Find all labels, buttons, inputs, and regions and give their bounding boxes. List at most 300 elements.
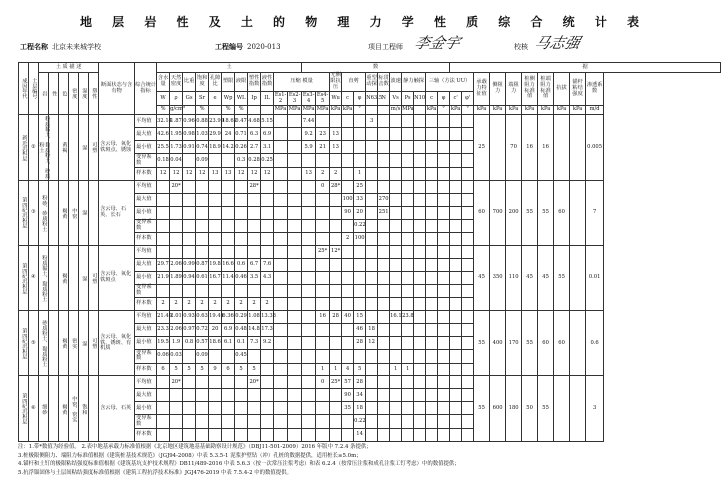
layer-density: 密实	[69, 311, 79, 376]
data-cell	[402, 376, 414, 389]
data-cell	[274, 206, 288, 219]
header-unit: %	[222, 105, 235, 115]
data-cell: 5	[183, 363, 196, 376]
stat-label: 平均值	[135, 115, 157, 128]
data-cell	[426, 141, 438, 154]
header-unit: kPa	[490, 105, 506, 115]
data-cell	[157, 415, 170, 428]
data-cell	[390, 245, 402, 258]
data-cell	[157, 206, 170, 219]
data-cell	[302, 350, 316, 363]
data-cell	[402, 428, 414, 441]
header-desc: 湿度	[79, 72, 89, 115]
data-cell	[438, 389, 450, 402]
data-cell	[450, 115, 462, 128]
data-cell	[342, 298, 354, 311]
data-cell	[342, 115, 354, 128]
data-cell: 0.8	[183, 337, 196, 350]
data-cell	[330, 415, 342, 428]
data-cell	[426, 193, 438, 206]
data-cell: 25*	[330, 376, 342, 389]
data-cell	[402, 154, 414, 167]
data-cell	[402, 180, 414, 193]
data-cell	[390, 258, 402, 271]
data-cell	[366, 298, 378, 311]
layer-color: 褐黄	[59, 245, 69, 310]
bearing-qsa: 60	[554, 180, 570, 245]
data-cell	[462, 389, 474, 402]
data-cell: 0.97	[183, 324, 196, 337]
data-cell	[248, 206, 261, 219]
data-cell	[330, 206, 342, 219]
statistics-table	[18, 62, 721, 442]
data-cell	[402, 219, 414, 232]
data-cell	[366, 284, 378, 297]
data-cell: 6	[157, 363, 170, 376]
data-cell: 5.9	[302, 141, 316, 154]
data-cell	[390, 167, 402, 180]
data-cell	[378, 154, 390, 167]
bearing-qsk	[490, 115, 506, 180]
layer-age: 新近沉积层	[19, 115, 29, 180]
data-cell	[342, 141, 354, 154]
data-cell	[196, 180, 209, 193]
data-cell	[426, 271, 438, 284]
data-cell	[366, 415, 378, 428]
data-cell	[302, 180, 316, 193]
stat-label: 变异系数	[135, 219, 157, 232]
data-cell	[450, 284, 462, 297]
data-cell: 12	[183, 167, 196, 180]
data-cell: 32.14	[157, 115, 170, 128]
data-cell	[274, 154, 288, 167]
data-cell: 18.9	[209, 141, 222, 154]
data-cell: 0.61	[196, 271, 209, 284]
header-prop: 端阻力	[506, 72, 522, 105]
header-prop: 桩端阻力标准值	[538, 72, 554, 105]
data-cell: 23.99	[209, 115, 222, 128]
header-unit: MPa	[316, 105, 330, 115]
bearing-qp: 60	[538, 311, 554, 376]
data-cell	[316, 428, 330, 441]
data-cell	[288, 311, 302, 324]
data-cell: 23.3	[157, 324, 170, 337]
header-unit: °	[462, 105, 474, 115]
data-cell: 16.6	[222, 258, 235, 271]
data-cell	[438, 284, 450, 297]
data-cell	[302, 324, 316, 337]
data-cell: 2.06	[170, 258, 183, 271]
data-cell	[274, 428, 288, 441]
data-cell	[196, 193, 209, 206]
data-cell	[414, 271, 426, 284]
header-symbol: φ	[354, 92, 366, 105]
data-cell	[316, 193, 330, 206]
data-cell: 1	[390, 363, 402, 376]
data-cell	[235, 415, 248, 428]
data-cell	[209, 180, 222, 193]
data-cell: 12	[157, 167, 170, 180]
data-cell	[462, 298, 474, 311]
header-unit: kPa	[450, 105, 462, 115]
data-cell	[342, 128, 354, 141]
header-unit: MPa	[402, 105, 414, 115]
data-cell: 28	[354, 337, 366, 350]
data-cell: 21	[316, 141, 330, 154]
layer-moisture: 湿	[79, 180, 89, 245]
data-cell: 57	[342, 376, 354, 389]
data-cell	[183, 233, 196, 246]
data-cell: 12	[196, 167, 209, 180]
layer-plasticity	[89, 180, 99, 245]
data-cell	[209, 415, 222, 428]
data-cell	[261, 376, 274, 389]
data-cell	[288, 389, 302, 402]
layer-color: 褐黄	[59, 311, 69, 376]
stat-label: 最小值	[135, 402, 157, 415]
header-layer: 土层编号	[29, 63, 39, 115]
data-cell: 2	[330, 167, 342, 180]
data-cell	[414, 324, 426, 337]
header-prop: 含水量	[157, 72, 170, 92]
data-cell	[378, 284, 390, 297]
data-cell	[366, 180, 378, 193]
project-number: 工程编号 2020-013	[215, 42, 281, 51]
data-cell	[426, 350, 438, 363]
data-cell	[274, 258, 288, 271]
data-cell	[426, 402, 438, 415]
layer-density: 中密	[69, 180, 79, 245]
stat-label: 平均值	[135, 376, 157, 389]
data-cell: 12*	[330, 245, 342, 258]
header-prop: 比重	[183, 72, 196, 92]
notes	[18, 443, 723, 477]
data-cell	[261, 180, 274, 193]
data-cell	[366, 245, 378, 258]
data-cell	[209, 428, 222, 441]
data-cell	[378, 311, 390, 324]
table-row	[19, 245, 721, 258]
header-unit: MPa	[302, 105, 316, 115]
data-cell: 2	[209, 298, 222, 311]
data-cell	[402, 206, 414, 219]
data-cell	[288, 363, 302, 376]
layer-moisture: 湿	[79, 245, 89, 310]
data-cell: 0.48	[235, 324, 248, 337]
data-cell	[235, 219, 248, 232]
data-cell	[402, 193, 414, 206]
data-cell	[342, 415, 354, 428]
bearing-qsa: 60	[554, 311, 570, 376]
data-cell	[462, 363, 474, 376]
data-cell	[316, 402, 330, 415]
data-cell: 25*	[316, 245, 330, 258]
header-prop: 塑性指数	[248, 72, 261, 92]
data-cell	[450, 363, 462, 376]
data-cell	[438, 180, 450, 193]
data-cell	[274, 180, 288, 193]
data-cell	[378, 350, 390, 363]
data-cell: 1.08	[248, 311, 261, 324]
data-cell	[183, 206, 196, 219]
bearing-qpk: 170	[506, 311, 522, 376]
bearing-qp: 55	[538, 180, 554, 245]
data-cell	[390, 284, 402, 297]
data-cell	[390, 402, 402, 415]
layer-color: 褐黄	[59, 180, 69, 245]
data-cell	[438, 415, 450, 428]
data-cell: 5	[235, 363, 248, 376]
header-symbol: Es4-5	[316, 91, 329, 104]
layer-plasticity	[89, 376, 99, 442]
data-cell	[342, 271, 354, 284]
data-cell	[462, 415, 474, 428]
data-cell	[378, 428, 390, 441]
layer-inclusions: 含云母、石英	[99, 376, 135, 442]
data-cell	[209, 233, 222, 246]
data-cell	[316, 415, 330, 428]
data-cell	[183, 154, 196, 167]
data-cell	[170, 233, 183, 246]
layer-rock	[49, 376, 59, 442]
data-cell	[316, 219, 330, 232]
data-cell: 5	[170, 363, 183, 376]
layer-density	[69, 245, 79, 310]
data-cell	[274, 337, 288, 350]
layer-rock	[49, 245, 59, 310]
data-cell	[248, 428, 261, 441]
data-cell	[414, 180, 426, 193]
data-cell	[209, 389, 222, 402]
data-cell: 3	[366, 115, 378, 128]
data-cell	[354, 245, 366, 258]
stat-label: 最小值	[135, 141, 157, 154]
data-cell: 1.95	[170, 128, 183, 141]
data-cell: 4	[342, 363, 354, 376]
data-cell	[390, 206, 402, 219]
stat-label: 平均值	[135, 180, 157, 193]
data-cell: 9	[209, 363, 222, 376]
data-cell	[183, 245, 196, 258]
bearing-fak: 45	[474, 245, 490, 310]
layer-id: ②	[29, 115, 39, 180]
data-cell: 1.73	[170, 141, 183, 154]
bearing-qsa	[554, 376, 570, 442]
data-cell: 23	[316, 128, 330, 141]
data-cell	[288, 115, 302, 128]
data-cell	[378, 258, 390, 271]
data-cell: 2.01	[170, 311, 183, 324]
header-symbol: N10	[414, 92, 426, 105]
data-cell: 12	[366, 337, 378, 350]
layer-age: 第四纪沉积层	[19, 311, 29, 376]
data-cell	[288, 376, 302, 389]
data-cell	[366, 271, 378, 284]
data-cell	[390, 350, 402, 363]
header-desc: 色	[59, 72, 69, 115]
data-cell	[402, 415, 414, 428]
layer-name: 砂质粉土、黏质粉土	[39, 311, 49, 376]
header-symbol: Wu	[330, 92, 342, 105]
data-cell	[426, 167, 438, 180]
data-cell	[438, 271, 450, 284]
data-cell	[288, 271, 302, 284]
data-cell	[302, 311, 316, 324]
header-unit: m/d	[586, 105, 604, 115]
data-cell: 2	[183, 298, 196, 311]
data-cell	[302, 284, 316, 297]
data-cell	[209, 219, 222, 232]
data-cell	[316, 258, 330, 271]
header-stat: 综合统计指标	[135, 63, 157, 115]
data-cell	[316, 350, 330, 363]
data-cell: 3.5	[248, 271, 261, 284]
data-cell	[330, 428, 342, 441]
data-cell	[248, 415, 261, 428]
header-symbol: c	[426, 92, 438, 105]
data-cell	[366, 154, 378, 167]
data-cell	[414, 233, 426, 246]
data-cell	[402, 284, 414, 297]
data-cell: 0.04	[170, 154, 183, 167]
data-cell	[414, 298, 426, 311]
header-unit	[261, 105, 274, 115]
data-cell	[462, 245, 474, 258]
data-cell	[462, 311, 474, 324]
data-cell	[438, 245, 450, 258]
data-cell: 1.89	[170, 271, 183, 284]
data-cell	[426, 311, 438, 324]
header-symbol: Vs	[390, 92, 402, 105]
data-cell: 2	[248, 298, 261, 311]
data-cell	[450, 350, 462, 363]
data-cell	[414, 219, 426, 232]
data-cell	[390, 298, 402, 311]
bearing-qp: 45	[538, 245, 554, 310]
data-cell	[426, 389, 438, 402]
data-cell	[196, 284, 209, 297]
data-cell	[462, 141, 474, 154]
header-unit: g/cm³	[170, 105, 183, 115]
header-desc: 密度	[69, 72, 79, 115]
data-cell	[402, 350, 414, 363]
header-unit: °	[438, 105, 450, 115]
layer-age: 第四纪沉积层	[19, 180, 29, 245]
layer-id: ③	[29, 180, 39, 245]
engineer-signature: 李金宇	[412, 34, 463, 52]
data-cell	[378, 337, 390, 350]
data-cell	[222, 389, 235, 402]
data-cell: 21.9	[157, 271, 170, 284]
stat-label: 样本数	[135, 233, 157, 246]
data-cell: 2	[235, 298, 248, 311]
data-cell	[157, 233, 170, 246]
data-cell	[462, 206, 474, 219]
data-cell	[438, 376, 450, 389]
data-cell	[330, 389, 342, 402]
data-cell	[450, 219, 462, 232]
data-cell	[414, 363, 426, 376]
data-cell	[414, 245, 426, 258]
bearing-qs: 55	[522, 311, 538, 376]
data-cell: 5	[354, 363, 366, 376]
layer-name: 粉质黏土、黏质粉土	[39, 245, 49, 310]
data-cell: 251	[378, 206, 390, 219]
data-cell	[354, 258, 366, 271]
data-cell: 0.93	[183, 311, 196, 324]
header-unit: kPa	[570, 105, 586, 115]
layer-inclusions: 含云母、氧化铁斑点、锈蚀	[99, 115, 135, 180]
data-cell	[438, 128, 450, 141]
data-cell: 0.94	[183, 271, 196, 284]
data-cell	[183, 402, 196, 415]
data-cell	[426, 115, 438, 128]
engineer-label: 项目工程师	[368, 43, 403, 51]
data-cell	[462, 271, 474, 284]
data-cell	[196, 233, 209, 246]
data-cell	[414, 350, 426, 363]
data-cell: 2	[170, 298, 183, 311]
stat-label: 变异系数	[135, 154, 157, 167]
data-cell	[170, 284, 183, 297]
data-cell	[183, 350, 196, 363]
data-cell	[366, 389, 378, 402]
bearing-qs: 55	[522, 180, 538, 245]
data-cell	[450, 337, 462, 350]
data-cell: 18	[354, 402, 366, 415]
data-cell	[209, 193, 222, 206]
header-symbol: Es2-3	[288, 91, 301, 104]
layer-name: 细砂	[39, 376, 49, 442]
data-cell	[342, 180, 354, 193]
header-unit: kPa	[426, 105, 438, 115]
layer-rock	[49, 115, 59, 180]
data-cell	[261, 219, 274, 232]
data-cell	[450, 245, 462, 258]
data-cell	[183, 428, 196, 441]
bearing-qsk: 400	[490, 311, 506, 376]
data-cell	[157, 219, 170, 232]
header-prop: 锚杆粘结强度	[570, 72, 586, 105]
table-row	[19, 376, 721, 389]
header-unit	[414, 105, 426, 115]
data-cell	[426, 428, 438, 441]
data-cell	[288, 415, 302, 428]
data-cell: 1	[354, 167, 366, 180]
data-cell	[274, 167, 288, 180]
data-cell: 18	[366, 324, 378, 337]
data-cell	[302, 206, 316, 219]
data-cell	[288, 233, 302, 246]
data-cell	[274, 415, 288, 428]
data-cell	[302, 298, 316, 311]
data-cell: 28	[330, 311, 342, 324]
data-cell	[414, 128, 426, 141]
data-cell	[426, 206, 438, 219]
layer-density: 中密、密实	[69, 376, 79, 442]
header-symbol: φ	[438, 92, 450, 105]
data-cell: 7.3	[248, 337, 261, 350]
data-cell	[414, 141, 426, 154]
data-cell: 0.96	[183, 115, 196, 128]
layer-age: 第四纪沉积层	[19, 245, 29, 310]
data-cell	[342, 350, 354, 363]
data-cell	[438, 428, 450, 441]
header-symbol: φ'	[462, 92, 474, 105]
data-cell	[438, 402, 450, 415]
header-unit	[248, 105, 261, 115]
header-prop: 液性指数	[261, 72, 274, 92]
